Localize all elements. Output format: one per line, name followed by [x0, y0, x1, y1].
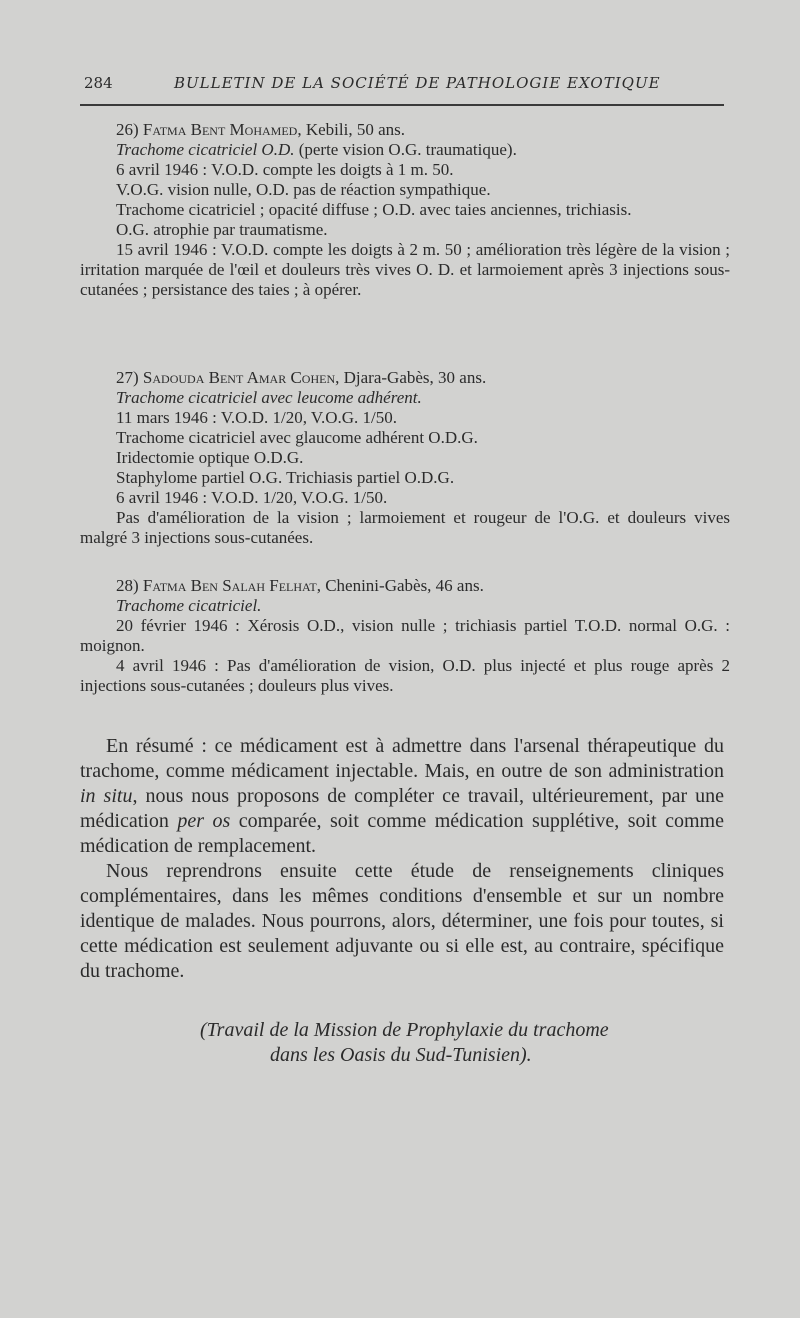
credit-line-2: dans les Oasis du Sud-Tunisien). [270, 1044, 532, 1066]
case-28-number: 28) [116, 576, 139, 595]
summary-emphasis-per-os: per os [177, 810, 231, 832]
page-number: 284 [84, 74, 113, 92]
case-27-heading [80, 368, 730, 388]
case-26-line: Trachome cicatriciel ; opacité diffuse ; O.D. avec taies anciennes, trichiasis. [116, 200, 632, 219]
case-26-diagnosis: Trachome cicatriciel O.D. [116, 140, 295, 159]
case-28-details: , Chenini-Gabès, 46 ans. [316, 576, 484, 595]
summary-text: En résumé : ce médicament est à admettre dans l'arsenal thérapeutique du trachome, comme médicament injectable. Mais, en outre de son administration [80, 735, 724, 782]
case-27-line: Pas d'amélioration de la vision ; larmoiement et rougeur de l'O.G. et douleurs vives malgré 3 injections sous-cutanées. [80, 508, 730, 547]
case-26-line: 6 avril 1946 : V.O.D. compte les doigts à 1 m. 50. [116, 160, 454, 179]
case-26-diagnosis-line [80, 140, 730, 160]
case-27-details: , Djara-Gabès, 30 ans. [335, 368, 487, 387]
case-26-heading [80, 120, 730, 140]
summary-emphasis-in-situ: in situ [80, 785, 133, 807]
case-28-heading [80, 576, 730, 596]
summary-paragraph-2: Nous reprendrons ensuite cette étude de renseignements cliniques complémentaires, dans les mêmes conditions d'ensemble et sur un nombre identique de malades. Nous pourrons, alors, déterminer, une fois pour toutes, si cette médication est seulement adjuvante ou si elle est, au contraire, spécifique du trachome. [80, 860, 724, 982]
case-27-number: 27) [116, 368, 139, 387]
case-28 [80, 576, 730, 696]
case-26-line: 15 avril 1946 : V.O.D. compte les doigts à 2 m. 50 ; amélioration très légère de la vision ; irritation marquée de l'œil et douleurs très vives O. D. et larmoiement après 3 injections sous-cutanées ; persistance des taies ; à opérer. [80, 240, 730, 299]
case-26-line: O.G. atrophie par traumatisme. [116, 220, 328, 239]
credit-line-1: (Travail de la Mission de Prophylaxie du trachome [200, 1019, 609, 1041]
case-27-line: 6 avril 1946 : V.O.D. 1/20, V.O.G. 1/50. [116, 488, 388, 507]
summary-text: , nous nous proposons de compléter ce travail, ultérieurement, par une médication [80, 785, 725, 832]
running-header [84, 74, 724, 100]
journal-title: BULLETIN DE LA SOCIÉTÉ DE PATHOLOGIE EXOTIQUE [174, 74, 661, 92]
case-27-line: Staphylome partiel O.G. Trichiasis partiel O.D.G. [116, 468, 455, 487]
case-27-line: Iridectomie optique O.D.G. [116, 448, 304, 467]
case-26-line: V.O.G. vision nulle, O.D. pas de réaction sympathique. [116, 180, 491, 199]
case-28-line: 20 février 1946 : Xérosis O.D., vision nulle ; trichiasis partiel T.O.D. normal O.G. : moignon. [80, 616, 730, 655]
summary-text: comparée, soit comme médication supplétive, soit comme médication de remplacement. [80, 810, 724, 857]
case-27-line: Trachome cicatriciel avec glaucome adhérent O.D.G. [116, 428, 478, 447]
case-27-line: 11 mars 1946 : V.O.D. 1/20, V.O.G. 1/50. [116, 408, 397, 427]
summary-section [80, 734, 724, 984]
case-28-patient-name: Fatma Ben Salah Felhat [142, 576, 317, 595]
summary-paragraph-1 [80, 734, 724, 859]
header-rule [80, 104, 724, 106]
case-26 [80, 120, 730, 300]
case-28-line: 4 avril 1946 : Pas d'amélioration de vision, O.D. plus injecté et plus rouge après 2 injections sous-cutanées ; douleurs plus vives. [80, 656, 730, 695]
mission-credit [190, 1018, 730, 1068]
case-27-diagnosis: Trachome cicatriciel avec leucome adhérent. [116, 388, 422, 407]
case-28-diagnosis: Trachome cicatriciel. [116, 596, 262, 615]
case-26-patient-name: Fatma Bent Mohamed [142, 120, 298, 139]
case-26-diagnosis-note: (perte vision O.G. traumatique). [294, 140, 517, 159]
case-26-details: , Kebili, 50 ans. [297, 120, 405, 139]
case-27 [80, 368, 730, 548]
case-27-patient-name: Sadouda Bent Amar Cohen [142, 368, 336, 387]
case-26-number: 26) [116, 120, 139, 139]
